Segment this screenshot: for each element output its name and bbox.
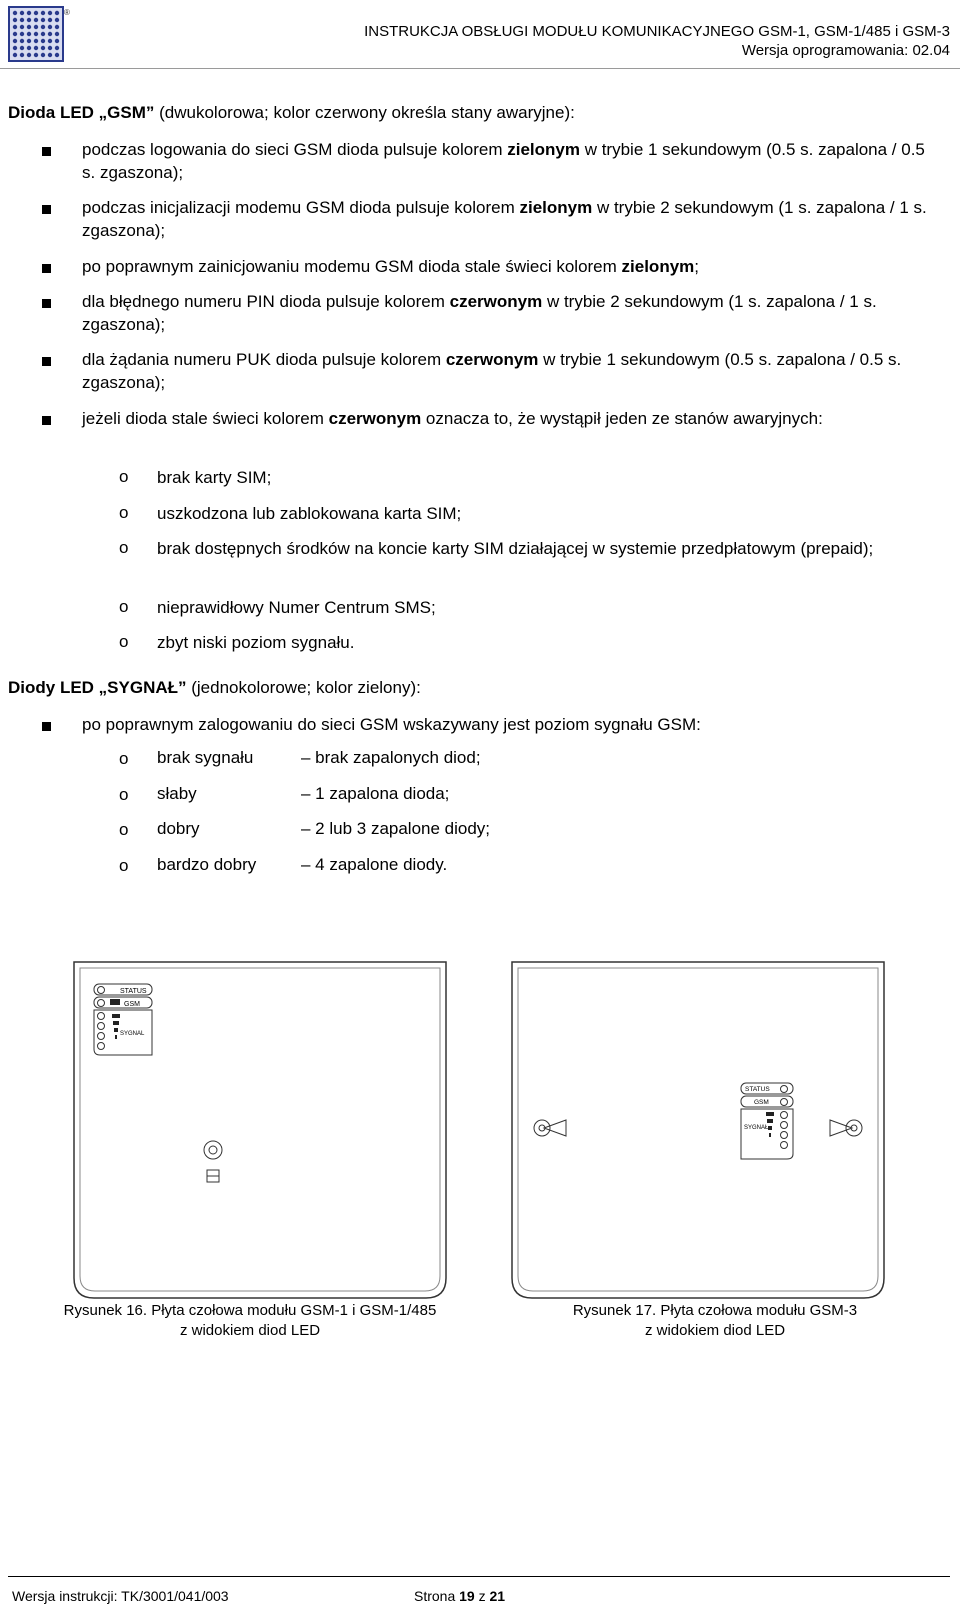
- list-item: podczas logowania do sieci GSM dioda pulsuje kolorem zielonym w trybie 1 sekundowym (0.5 s. zapalona / 0.5 s. zgaszona);: [82, 140, 925, 182]
- list-item: po poprawnym zainicjowaniu modemu GSM dioda stale świeci kolorem zielonym;: [82, 257, 700, 276]
- list-item: po poprawnym zalogowaniu do sieci GSM wskazywany jest poziom sygnału GSM:: [82, 715, 701, 734]
- list-item: jeżeli dioda stale świeci kolorem czerwonym oznacza to, że wystąpił jeden ze stanów awaryjnych:: [82, 409, 823, 428]
- footer-version: Wersja instrukcji: TK/3001/041/003: [12, 1588, 229, 1604]
- list-item: dla żądania numeru PUK dioda pulsuje kolorem czerwonym w trybie 1 sekundowym (0.5 s. zapalona / 0.5 s. zgaszona);: [82, 350, 902, 392]
- sub-bullet: o: [119, 856, 129, 875]
- footer-divider: [8, 1576, 950, 1577]
- header-title: INSTRUKCJA OBSŁUGI MODUŁU KOMUNIKACYJNEGO GSM-1, GSM-1/485 i GSM-3: [364, 23, 950, 40]
- gsm-label: GSM: [754, 1099, 769, 1106]
- sub-bullet: o: [119, 749, 129, 768]
- figure-gsm1-front-panel: [70, 960, 450, 1304]
- bullet-icon: [42, 416, 51, 425]
- sub-bullet: o: [119, 538, 129, 557]
- svg-text:®: ®: [64, 8, 70, 17]
- sub-list-item: uszkodzona lub zablokowana karta SIM;: [157, 504, 462, 523]
- sub-list-item: zbyt niski poziom sygnału.: [157, 633, 355, 652]
- signal-level-desc: – brak zapalonych diod;: [301, 748, 481, 767]
- sub-bullet: o: [119, 820, 129, 839]
- signal-level-desc: – 4 zapalone diody.: [301, 855, 448, 874]
- sub-list-item: nieprawidłowy Numer Centrum SMS;: [157, 598, 436, 617]
- sub-bullet: o: [119, 632, 129, 651]
- figure-caption-17: Rysunek 17. Płyta czołowa modułu GSM-3 z widokiem diod LED: [572, 1302, 858, 1339]
- sub-bullet: o: [119, 467, 129, 486]
- logo-icon: [8, 6, 70, 64]
- status-label: STATUS: [120, 988, 147, 995]
- signal-level-name: brak sygnału: [157, 748, 254, 767]
- company-logo: [8, 6, 70, 64]
- gsm-label: GSM: [124, 1001, 140, 1008]
- bullet-icon: [42, 147, 51, 156]
- sub-bullet: o: [119, 785, 129, 804]
- bullet-icon: [42, 357, 51, 366]
- section-title-signal: Diody LED „SYGNAŁ” (jednokolorowe; kolor zielony):: [8, 678, 421, 697]
- sub-bullet: o: [119, 597, 129, 616]
- sub-bullet: o: [119, 503, 129, 522]
- bullet-icon: [42, 264, 51, 273]
- bullet-icon: [42, 205, 51, 214]
- header-version: Wersja oprogramowania: 02.04: [741, 42, 950, 59]
- list-item: podczas inicjalizacji modemu GSM dioda pulsuje kolorem zielonym w trybie 2 sekundowym (1 s. zapalona / 1 s. zgaszona);: [82, 198, 927, 240]
- section-title-gsm: Dioda LED „GSM” (dwukolorowa; kolor czerwony określa stany awaryjne):: [8, 103, 575, 122]
- signal-level-desc: – 1 zapalona dioda;: [301, 784, 450, 803]
- signal-label: SYGNAŁ: [744, 1125, 769, 1131]
- header-divider: [0, 68, 960, 69]
- signal-label: SYGNAL: [120, 1031, 145, 1037]
- figure-caption-16: Rysunek 16. Płyta czołowa modułu GSM-1 i GSM-1/485 z widokiem diod LED: [63, 1302, 437, 1339]
- signal-level-name: słaby: [157, 784, 197, 803]
- document-header: [364, 22, 950, 60]
- list-item: dla błędnego numeru PIN dioda pulsuje kolorem czerwonym w trybie 2 sekundowym (1 s. zapalona / 1 s. zgaszona);: [82, 292, 877, 334]
- footer-page-number: Strona 19 z 21: [414, 1588, 506, 1604]
- status-label: STATUS: [745, 1086, 770, 1093]
- sub-list-item: brak dostępnych środków na koncie karty SIM działającej w systemie przedpłatowym (prepaid);: [157, 539, 874, 558]
- bullet-icon: [42, 299, 51, 308]
- signal-level-desc: – 2 lub 3 zapalone diody;: [301, 819, 491, 838]
- signal-level-name: dobry: [157, 819, 200, 838]
- signal-level-name: bardzo dobry: [157, 855, 257, 874]
- bullet-icon: [42, 722, 51, 731]
- sub-list-item: brak karty SIM;: [157, 468, 272, 487]
- figure-gsm3-front-panel: [508, 960, 888, 1304]
